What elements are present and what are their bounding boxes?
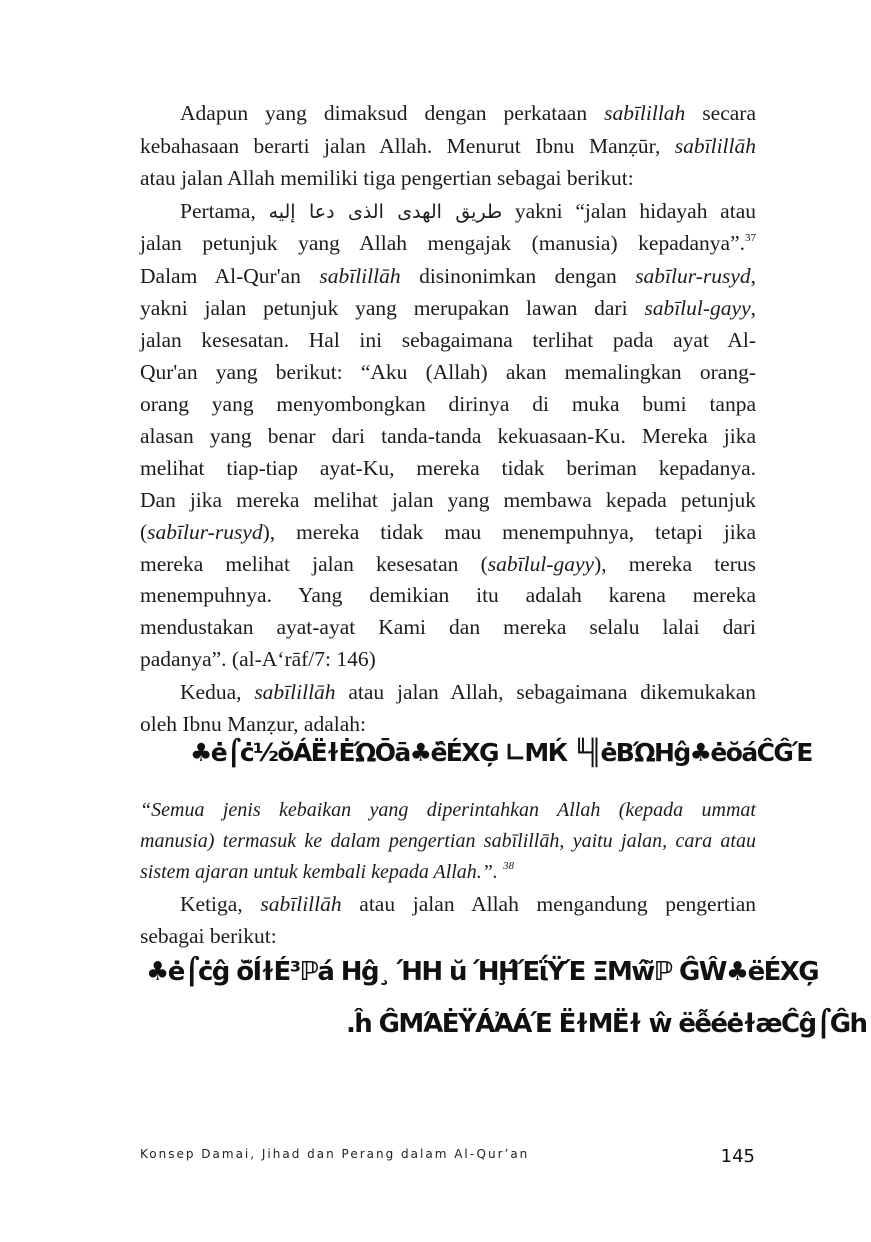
paragraph-2-line-4	[140, 293, 756, 323]
paragraph-2-line-1	[140, 196, 756, 226]
text-run: kebahasaan berarti jalan Allah. Menurut Ibnu Manẓūr,	[140, 134, 675, 158]
term-italic: sabīlillāh	[319, 264, 401, 288]
quote-line-2: manusia) termasuk ke dalam pengertian sabīlillāh, yaitu jalan, cara atau	[140, 830, 756, 852]
paragraph-1-line-1	[140, 98, 756, 128]
paragraph-1-line-3: atau jalan Allah memiliki tiga pengertian sebagai berikut:	[140, 166, 634, 190]
paragraph-2-line-8: alasan yang benar dari tanda-tanda kekuasaan-Ku. Mereka jika	[140, 424, 756, 448]
text-run: atau jalan Allah mengandung pengertian	[341, 892, 756, 916]
paragraph-2-line-10: Dan jika mereka melihat jalan yang membawa kepada petunjuk	[140, 488, 756, 512]
term-italic: sabīlur-rusyd	[635, 264, 751, 288]
paragraph-3-line-1	[140, 677, 756, 707]
text-run: Kedua,	[180, 680, 255, 704]
text-run: (	[140, 520, 148, 544]
text-run: jalan petunjuk yang Allah mengajak (manusia) kepadanya”.	[140, 231, 745, 255]
text-run: ,	[750, 264, 756, 288]
text-run: ), mereka terus	[594, 552, 757, 576]
term-italic: sabīlillāh	[254, 680, 336, 704]
arabic-phrase: طريق الهدى الذى دعا إليه	[268, 201, 503, 223]
paragraph-2-line-15: padanya”. (al-A‘rāf/7: 146)	[140, 647, 376, 671]
term-italic: sabīlillah	[604, 101, 686, 125]
term-italic: sabīlur-rusyd	[147, 520, 263, 544]
text-run: disinonimkan dengan	[400, 264, 636, 288]
page-number: 145	[720, 1146, 755, 1167]
arabic-quote-1: ♣ė⌠ċ½ŏÁËɫĖΏŌā♣ë̂ÉXĢ ∟MЌ ╙╢ėΒΏΗĝ♣ėŏáĈĜΈ	[190, 738, 812, 767]
text-run: secara	[685, 101, 757, 125]
text-run: ), mereka tidak mau menempuhnya, tetapi jika	[262, 520, 756, 544]
arabic-quote-2-line-1: ♣ė⌠ċĝ ŏ̃ÍɫÉ³ℙá Ηĝ¸ ΉΗ ŭ ΉḨ̂ΈΐΫΈ ΞΜŵ̃ℙ ĜŴ♣ëÉXĢ	[146, 957, 818, 987]
term-italic: sabīlul-gayy	[487, 552, 595, 576]
running-footer-title: Konsep Damai, Jihad dan Perang dalam Al-Qur’an	[140, 1147, 530, 1161]
paragraph-2-line-11	[140, 517, 756, 547]
term-italic: sabīlul-gayy	[644, 296, 751, 320]
paragraph-2-line-7: orang yang menyombongkan dirinya di muka bumi tanpa	[140, 392, 756, 416]
quote-line-3	[140, 857, 756, 887]
text-run: sistem ajaran untuk kembali kepada Allah.”.	[140, 861, 503, 883]
paragraph-2-line-14: mendustakan ayat-ayat Kami dan mereka selalu lalai dari	[140, 615, 756, 639]
term-italic: sabīlillāh	[260, 892, 342, 916]
footnote-ref-38[interactable]: 38	[502, 860, 514, 872]
text-run: Adapun yang dimaksud dengan perkataan	[180, 101, 605, 125]
arabic-quote-2-line-2: .ĥ ĜΜΆĖΫÁἈÁΈ ËɫΜËɫ ŵ ëễéėɫæĈĝ⌠Ĝh	[346, 1009, 867, 1039]
paragraph-3-line-2: oleh Ibnu Manẓur, adalah:	[140, 712, 367, 736]
paragraph-1-line-2	[140, 131, 756, 161]
paragraph-4-line-1	[140, 889, 756, 919]
text-run: Pertama,	[180, 199, 269, 223]
paragraph-2-line-13: menempuhnya. Yang demikian itu adalah karena mereka	[140, 583, 756, 607]
text-run: Ketiga,	[180, 892, 261, 916]
paragraph-2-line-2	[140, 228, 756, 258]
text-run: mereka melihat jalan kesesatan (	[140, 552, 488, 576]
footnote-ref-37[interactable]: 37	[745, 232, 756, 244]
paragraph-2-line-6: Qur'an yang berikut: “Aku (Allah) akan memalingkan orang-	[140, 360, 756, 384]
text-run: yakni jalan petunjuk yang merupakan lawan dari	[140, 296, 645, 320]
paragraph-4-line-2: sebagai berikut:	[140, 924, 277, 948]
term-italic: sabīlillāh	[674, 134, 756, 158]
paragraph-2-line-5: jalan kesesatan. Hal ini sebagaimana terlihat pada ayat Al-	[140, 328, 756, 352]
text-run: ,	[750, 296, 756, 320]
paragraph-2-line-9: melihat tiap-tiap ayat-Ku, mereka tidak beriman kepadanya.	[140, 456, 756, 480]
quote-line-1: “Semua jenis kebaikan yang diperintahkan Allah (kepada ummat	[140, 799, 756, 821]
text-run: atau jalan Allah, sebagaimana dikemukakan	[335, 680, 756, 704]
text-run: Dalam Al-Qur'an	[140, 264, 320, 288]
paragraph-2-line-3	[140, 261, 756, 291]
text-run: yakni “jalan hidayah atau	[502, 199, 756, 223]
paragraph-2-line-12	[140, 549, 756, 579]
